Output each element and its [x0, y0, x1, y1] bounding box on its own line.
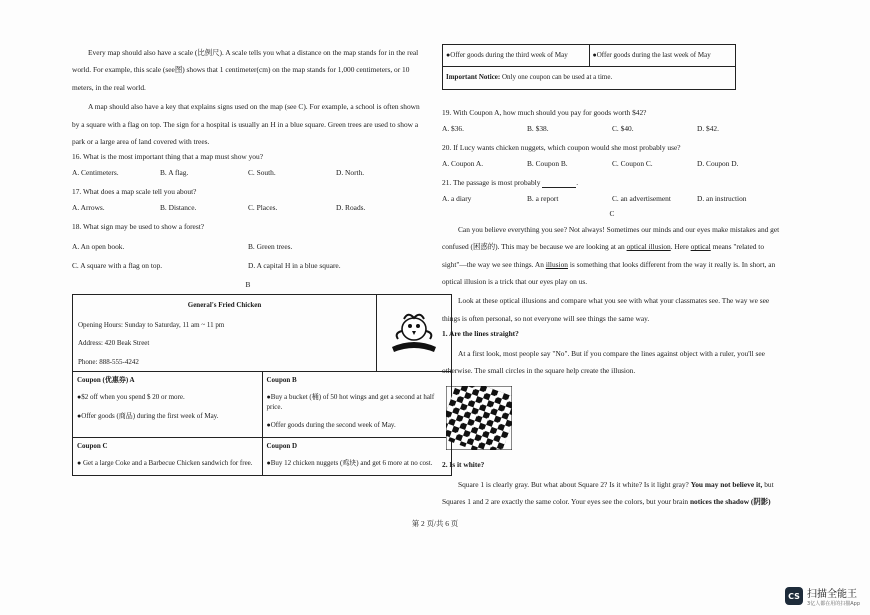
option: A. Arrows.	[72, 203, 105, 213]
coupon-a-line: ●$2 off when you spend $ 20 or more.	[77, 393, 185, 402]
coupon-cd-offers	[443, 45, 735, 67]
compare-paragraph: Look at these optical illusions and compare what you see with what your classmates see. The way we see things is often personal, so not everyone will see things the same way.	[442, 296, 770, 323]
question-20-options	[442, 159, 782, 169]
question-16-options	[72, 168, 424, 178]
option: A. Centimeters.	[72, 168, 119, 178]
question-19-options	[442, 124, 782, 134]
ad-header	[73, 295, 451, 372]
question-21	[442, 178, 782, 188]
option: C. South.	[248, 168, 276, 178]
ad-phone: Phone: 888-555-4242	[78, 357, 139, 366]
question-16: 16. What is the most important thing that a map must show you?	[72, 152, 263, 162]
bold-text: You may not believe it,	[690, 479, 763, 489]
coupon-c-line: ● Get a large Coke and a Barbecue Chicken sandwich for free.	[77, 459, 253, 468]
option: C. an advertisement	[612, 193, 671, 203]
question-21-options	[442, 194, 782, 204]
option: B. A flag.	[160, 168, 189, 178]
question-20: 20. If Lucy wants chicken nuggets, which coupon would she most probably use?	[442, 142, 681, 152]
option: B. $38.	[527, 123, 549, 133]
option: A. a diary	[442, 193, 472, 203]
option: D. Coupon D.	[697, 158, 739, 168]
chicken-logo-icon	[377, 295, 451, 369]
question-17: 17. What does a map scale tell you about?	[72, 187, 197, 197]
coupon-b-heading: Coupon B	[266, 375, 297, 384]
option: C. Places.	[248, 203, 278, 213]
map-scale-paragraph: Every map should also have a scale (比例尺). A scale tells you what a distance on the map stands for in the real world. For example, this scale (see图) shows that 1 centimeter(cm) on the map stands for 1,000 centimeters, or 10 meters, in the real world.	[72, 48, 419, 92]
illusion-pattern-image	[446, 386, 512, 450]
ad-info	[73, 295, 377, 371]
option: D. $42.	[697, 123, 719, 133]
coupon-d-line: ●Buy 12 chicken nuggets (鸡块) and get 6 more at no cost.	[266, 459, 433, 468]
option: C. Coupon C.	[612, 158, 653, 168]
option: D. Roads.	[336, 203, 366, 213]
coupon-b	[262, 372, 452, 437]
heading-text: 1. Are the lines straight?	[442, 329, 519, 339]
option: A. An open book.	[72, 242, 125, 252]
option: B. Green trees.	[248, 242, 293, 252]
coupon-c	[73, 438, 262, 475]
coupon-b-line: ●Buy a bucket (桶) of 50 hot wings and get a second at half price.	[266, 393, 435, 411]
coupon-a	[73, 372, 262, 437]
coupon-continuation-table	[442, 44, 736, 90]
option: C. A square with a flag on top.	[72, 261, 163, 271]
text-run: is something that looks different from the way it really is. In short, an optical illusion is a trick that our eyes play on us.	[442, 259, 776, 286]
heading-lines-straight	[442, 329, 782, 339]
section-b-label: B	[245, 280, 251, 290]
coupon-c-heading: Coupon C	[77, 441, 108, 450]
text-run: but Squares 1 and 2 are exactly the same color. Your eyes see the colors, but your brain	[442, 479, 774, 507]
coupon-d-heading: Coupon D	[266, 441, 298, 450]
heading-text: 2. Is it white?	[442, 459, 485, 469]
brand-name: 扫描全能王	[807, 589, 858, 600]
option: A. Coupon A.	[442, 158, 484, 168]
white-paragraph	[442, 476, 782, 511]
right-column	[442, 44, 782, 513]
underlined-term: illusion	[545, 259, 568, 269]
option: D. A capital H in a blue square.	[248, 261, 341, 271]
question-19: 19. With Coupon A, how much should you pay for goods worth $42?	[442, 107, 647, 117]
question-18-options-row1	[72, 242, 424, 252]
page-number: 第 2 页/共 6 页	[411, 519, 459, 528]
bold-text: notices the shadow (阴影)	[689, 497, 771, 507]
optical-illusion-paragraph	[442, 221, 782, 291]
coupon-row-ab	[73, 372, 451, 437]
option: B. Distance.	[160, 203, 197, 213]
coupon-d-offer: ●Offer goods during the last week of May	[589, 45, 736, 66]
coupon-a-heading: Coupon (优惠券) A	[77, 375, 135, 384]
notice-text: Only one coupon can be used at a time.	[500, 73, 613, 82]
text-run: . Here	[670, 242, 691, 252]
option: B. Coupon B.	[527, 158, 568, 168]
heading-is-it-white	[442, 460, 782, 470]
underlined-term: optical	[690, 242, 711, 252]
ad-title: General's Fried Chicken	[187, 301, 262, 310]
underlined-term: optical illusion	[626, 242, 671, 252]
question-17-options	[72, 203, 424, 213]
important-notice	[443, 67, 735, 88]
chicken-ad-table	[72, 294, 452, 475]
map-key-paragraph: A map should also have a key that explains signs used on the map (see C). For example, a school is often shown by a square with a flag on top. The sign for a hospital is usually an H in a blue square. Green trees are used to show a park or a large area of land covered with trees.	[72, 102, 420, 146]
option: D. an instruction	[697, 193, 747, 203]
question-21-text: 21. The passage is most probably	[442, 177, 541, 187]
text-run: means "related to sight"—the way we see things. An	[442, 242, 765, 269]
coupon-row-cd	[73, 437, 451, 475]
scanner-watermark	[785, 585, 860, 607]
question-21-end: .	[576, 177, 579, 187]
lines-paragraph: At a first look, most people say "No". But if you compare the lines against object with a ruler, you'll see otherwise. The small circles in the square help create the illusion.	[442, 349, 765, 376]
text-run: Square 1 is clearly gray. But what about Square 2? Is it white? Is it light gray?	[458, 479, 691, 489]
option: B. a report	[527, 193, 559, 203]
answer-blank	[542, 177, 579, 188]
coupon-d	[262, 438, 452, 475]
left-column	[72, 44, 435, 476]
option: D. North.	[336, 168, 365, 178]
notice-label: Important Notice:	[446, 73, 501, 82]
section-c-label: C	[609, 208, 615, 218]
coupon-c-offer: ●Offer goods during the third week of May	[446, 51, 568, 59]
ad-address: Address: 420 Beak Street	[78, 339, 150, 348]
camscanner-logo-icon: CS	[785, 587, 803, 605]
brand-tagline: 3亿人都在用的扫描App	[807, 601, 860, 607]
question-18: 18. What sign may be used to show a forest?	[72, 222, 205, 232]
ad-hours: Opening Hours: Sunday to Saturday, 11 am ~ 11 pm	[78, 320, 225, 329]
question-18-options-row2	[72, 261, 424, 271]
coupon-b-line: ●Offer goods during the second week of May.	[266, 421, 396, 430]
option: A. $36.	[442, 123, 464, 133]
text-run: Can you believe everything you see? Not always! Sometimes our minds and our eyes make mistakes and get confused (困惑的). This may be because we are looking at an	[442, 224, 780, 252]
coupon-a-line: ●Offer goods (商品) during the first week of May.	[77, 411, 219, 420]
option: C. $40.	[612, 123, 634, 133]
